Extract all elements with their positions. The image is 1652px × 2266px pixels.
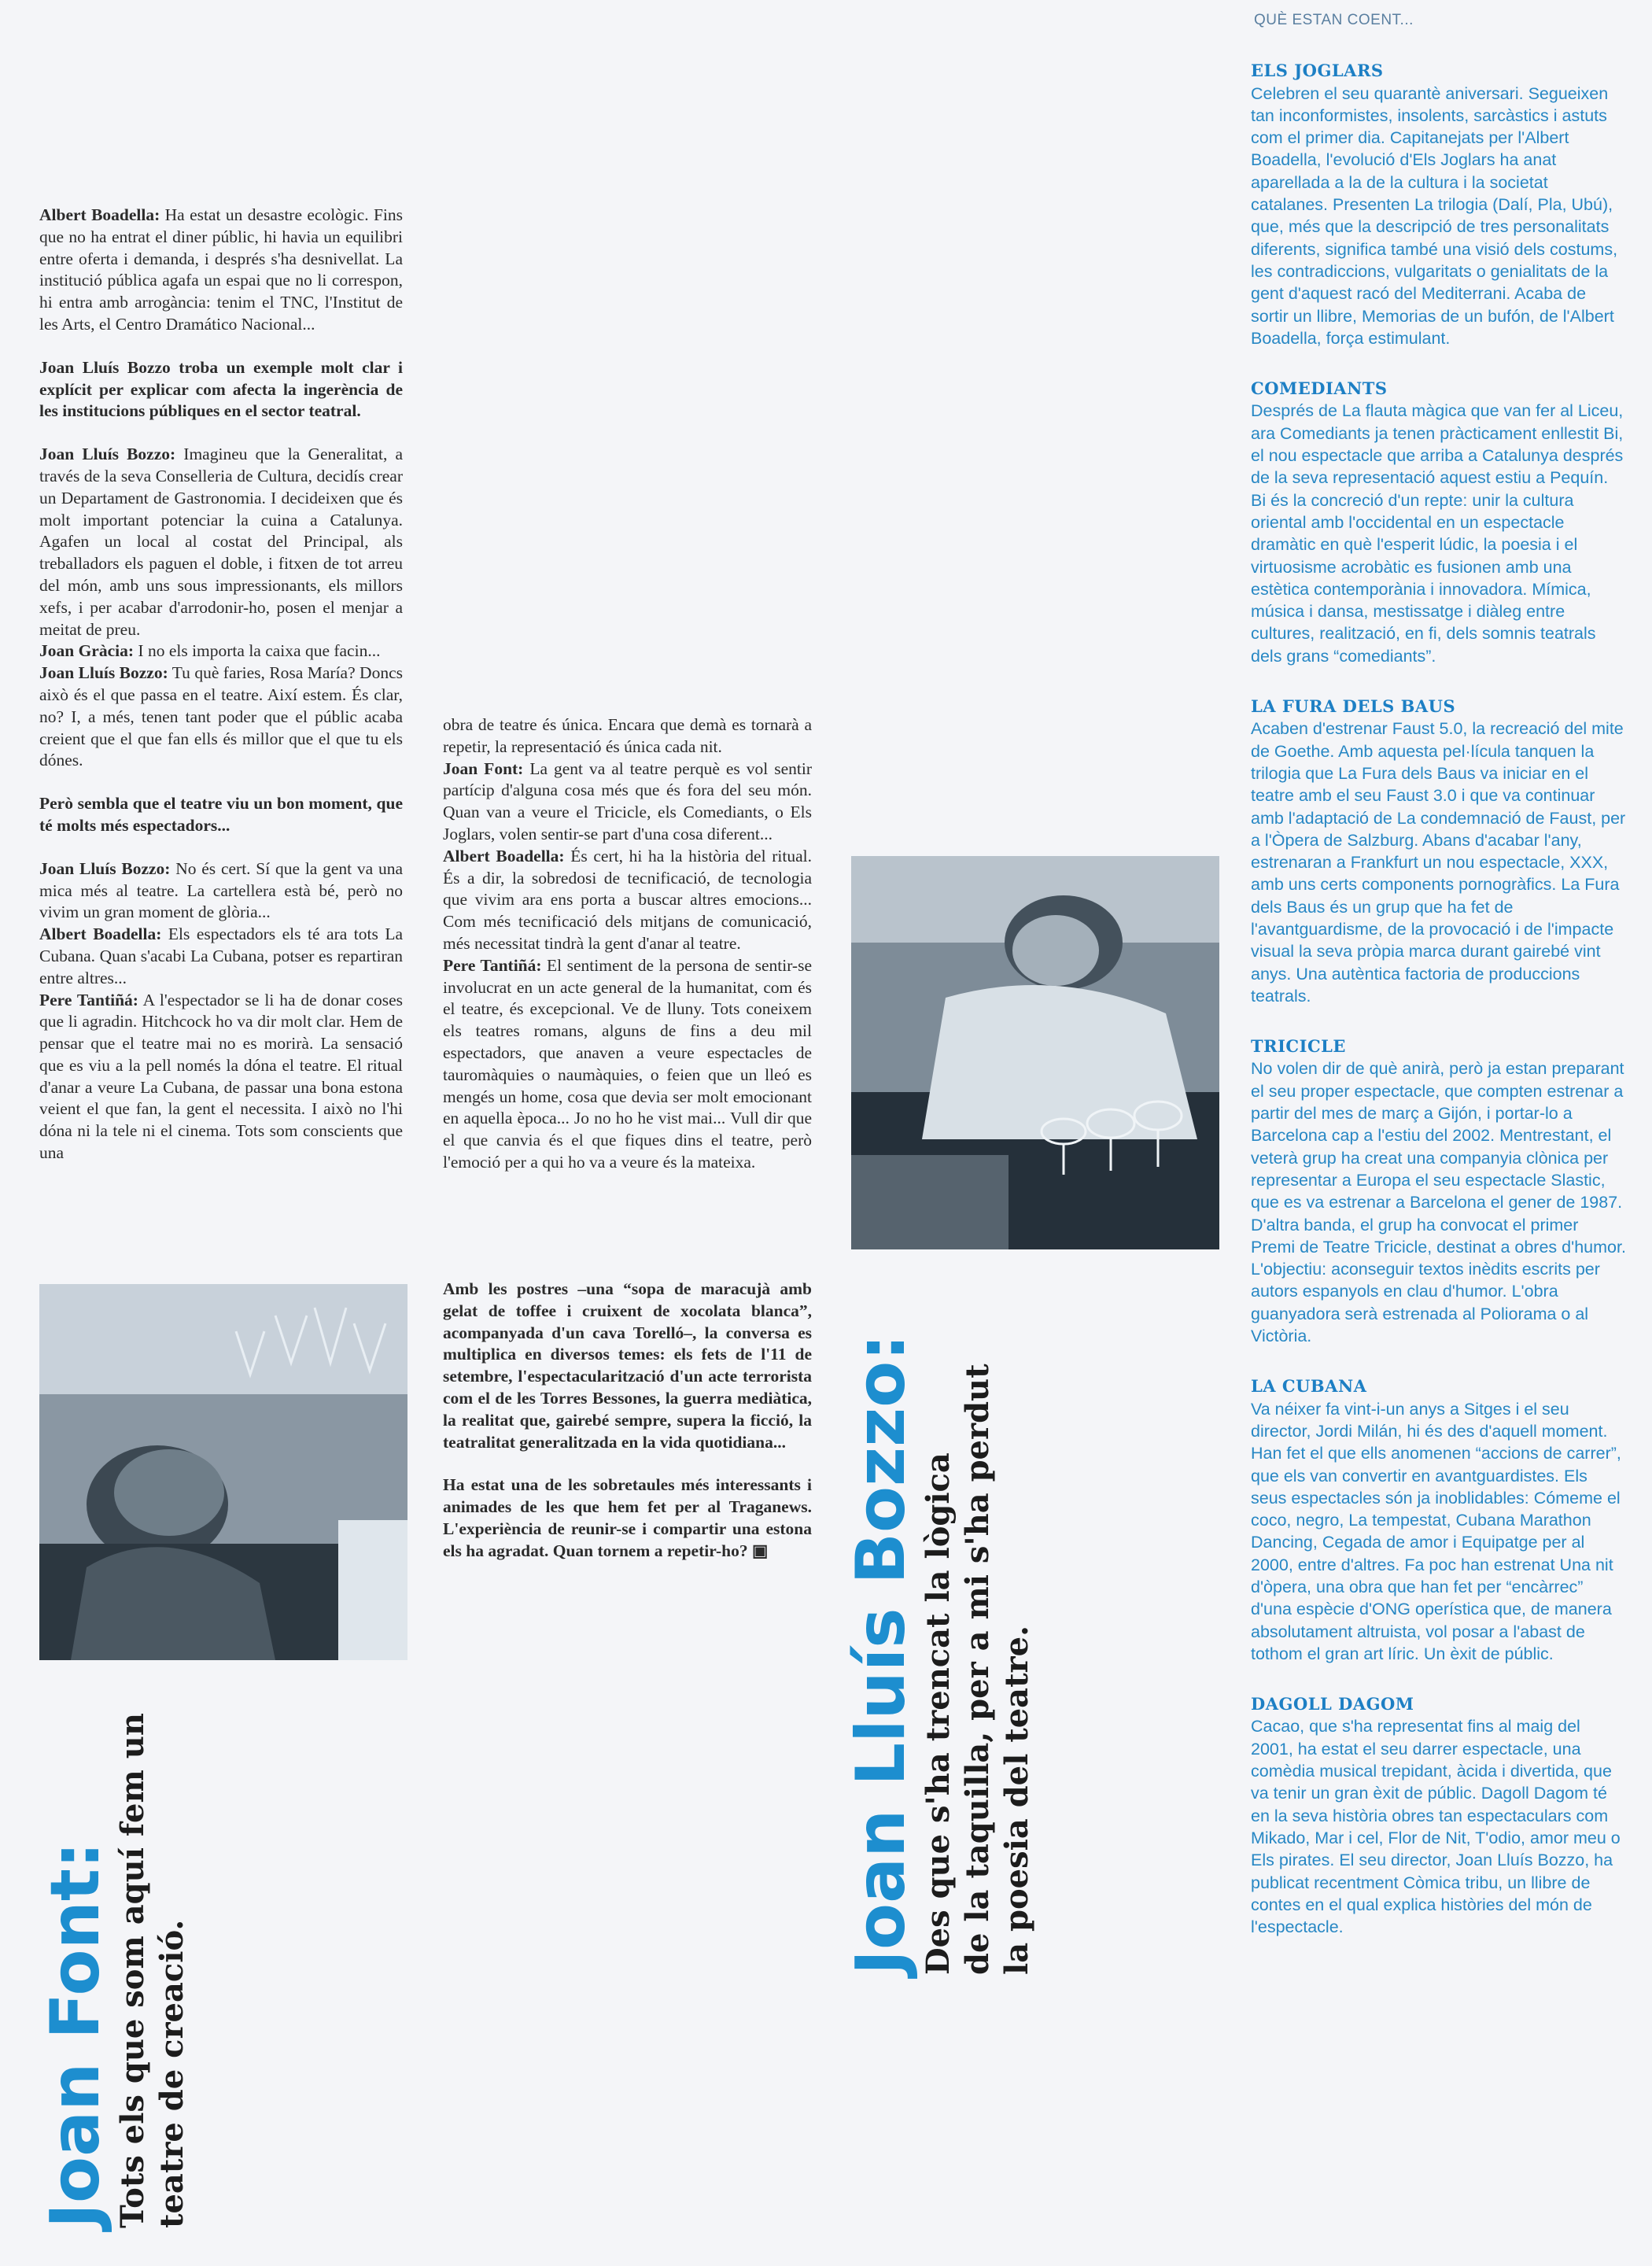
interview-column-3	[443, 1279, 812, 1563]
speaker-name: Joan Font:	[443, 758, 524, 778]
speaker-name: Albert Boadella:	[39, 205, 160, 224]
speech-paragraph	[443, 758, 812, 846]
interview-column-2	[443, 714, 812, 1174]
sidebar-group-text: Cacao, que s'ha representat fins al maig del 2001, ha estat el seu darrer espectacle, una comèdia musical trepidant, àcida i divertida, que va tenir un gran èxit de públic. Dagoll Dagom té en la seva història obres tan espectaculars com Mikado, Mar i cel, Flor de Nit, T'odio, amor meu o Els pirates. El seu director, Joan Lluís Bozzo, ha publicat recentment Còmica tribu, un llibre de contes en el qual explica històries del món de l'espectacle.	[1251, 1717, 1621, 1937]
pullquote-line: Des que s'ha trencat la lògica	[920, 1452, 957, 1975]
lead-paragraph: Però sembla que el teatre viu un bon moment, que té molts més espectadors...	[39, 794, 403, 835]
speech-paragraph	[443, 714, 812, 758]
speech-paragraph	[39, 990, 403, 1164]
speech-text: A l'espectador se li ha de donar coses que li agradin. Hitchcock ho va dir molt clar. Hem de pensar que el teatre mai no es morirà. La sensació que es viu a la pell només la dóna el teatre. El ritual d'anar a veure La Cubana, de passar una bona estona veient el que fan, la gent el necessita. I això no l'hi dóna ni la tele ni el cinema. Tots som conscients que una	[39, 990, 403, 1163]
speaker-name: Albert Boadella:	[443, 846, 565, 865]
sidebar-group	[1251, 1375, 1627, 1665]
speech-text: És cert, hi ha la història del ritual. És a dir, la sobredosi de tecnificació, de tecnologia que vivim ara ens porta a buscar altres emocions... Com més tecnificació dels mitjans de comunicació, més necessitat tindrà la gent d'anar al teatre.	[443, 846, 812, 953]
sidebar-group-text: Va néixer fa vint-i-un anys a Sitges i el seu director, Jordi Milán, hi és des d'aquell moment. Han fet el que ells anomenen “accions de carrer”, que els van convertir en avantguardistes. Els seus espectacles són ja inoblidables: Cómeme el coco, negro, La tempestat, Cubana Marathon Dancing, Cegada de amor i Equipatge per al 2000, entre d'altres. Fa poc han estrenat Una nit d'òpera, una obra que han fet per “encàrrec” d'una espècie d'ONG operística que, de manera absolutament altruista, vol posar a l'abast de tothom el gran art líric. Un èxit de públic.	[1251, 1399, 1621, 1663]
photo-joan-lluis-bozzo	[851, 856, 1219, 1249]
pullquote-line: la poesia del teatre.	[998, 1625, 1035, 1975]
speech-paragraph	[39, 858, 403, 924]
sidebar-group-text: No volen dir de què anirà, però ja estan preparant el seu proper espectacle, que compten estrenar a partir del mes de març a Gijón, i portar-lo a Barcelona cap a l'estiu del 2002. Mentrestant, el veterà grup ha creat una companyia clònica per representar a Europa el seu espectacle Slastic, que es va estrenar a Barcelona el gener de 1987. D'altra banda, el grup ha convocat el primer Premi de Teatre Tricicle, destinat a obres d'humor. L'objectiu: aconseguir textos inèdits escrits per autors espanyols en clau d'humor. L'obra guanyadora serà estrenada al Poliorama o al Victòria.	[1251, 1059, 1626, 1346]
sidebar-group	[1251, 696, 1627, 1007]
speech-paragraph	[443, 846, 812, 955]
sidebar-group-title: LA CUBANA	[1251, 1376, 1367, 1397]
interview-column-1	[39, 205, 403, 1164]
speech-text: I no els importa la caixa que facin...	[134, 641, 381, 661]
sidebar-que-estan-coent	[1251, 0, 1627, 1938]
sidebar-header: QUÈ ESTAN COENT...	[1254, 12, 1414, 28]
sidebar-group	[1251, 1693, 1627, 1938]
photo-joan-font	[39, 1284, 407, 1660]
sidebar-group-title: COMEDIANTS	[1251, 378, 1388, 399]
speech-paragraph	[39, 640, 403, 662]
speech-text: Ha estat un desastre ecològic. Fins que no ha entrat el diner públic, hi havia un equilibri entre oferta i demanda, i després s'ha desnivellat. La institució pública agafa un espai que no li correspon, hi entra amb arrogància: tenim el TNC, l'Institut de les Arts, el Centro Dramático Nacional...	[39, 205, 403, 334]
sidebar-group-text: Celebren el seu quarantè aniversari. Segueixen tan inconformistes, insolents, sarcàstics i astuts com el primer dia. Capitanejats per l'Albert Boadella, l'evolució d'Els Joglars ha anat aparellada a la de la cultura i la societat catalanes. Presenten La trilogia (Dalí, Pla, Ubú), que, més que la descripció de tres personalitats diferents, significa també una visió dels costums, les contradiccions, vulgaritats o genialitats de la gent d'aquest racó del Mediterrani. Acaba de sortir un llibre, Memorias de un bufón, de l'Albert Boadella, força estimulant.	[1251, 83, 1618, 348]
lead-paragraph: Amb les postres –una “sopa de maracujà amb gelat de toffee i cruixent de xocolata blanca”, acompanyada d'un cava Torelló–, la conversa es multiplica en diversos temes: els fets de l'11 de setembre, l'espectacularització d'un acte terrorista com el de les Torres Bessones, la guerra mediàtica, la realitat que, gairebé sempre, supera la ficció, la teatralitat generalitzada en la vida quotidiana...	[443, 1279, 812, 1452]
pullquote-name: Joan Lluís Bozzo:	[842, 1334, 920, 1975]
speech-text: Tu què faries, Rosa María? Doncs això és el que passa en el teatre. Així estem. És clar, no? I, a més, tenen tant poder que el públic acaba creient que el que fan ells és millor que el que tu els dónes.	[39, 663, 403, 770]
speaker-name: Pere Tantiñá:	[39, 990, 138, 1009]
speech-text: El sentiment de la persona de sentir-se involucrat en un acte general de la humanitat, com és el teatre, és excepcional. Ve de lluny. Tots coneixem els teatres romans, alguns de fins a deu mil espectadors, que anaven a veure espectacles de tauromàquies o naumàquies, o feien que un lleó es mengés un home, cosa que devia ser molt emocionant en aquella època... Jo no ho he vist mai... Vull dir que el que canvia és el que fiques dins el teatre, però l'emoció per a qui ho va a veure és la mateixa.	[443, 955, 812, 1172]
sidebar-group-title: TRICICLE	[1251, 1036, 1346, 1057]
speech-text: No és cert. Sí que la gent va una mica més al teatre. La cartellera està bé, però no vivim un gran moment de glòria...	[39, 858, 404, 922]
speech-text: Imagineu que la Generalitat, a través de la seva Conselleria de Cultura, decidís crear un Departament de Gastronomia. I decideixen que és molt important potenciar la cuina a Catalunya. Agafen un local al costat del Principal, als treballadors els paguen el doble, i fitxen de tot arreu del món, amb uns sous impressionants, els millors xefs, i per acabar d'arrodonir-ho, posen el menjar a meitat de preu.	[39, 445, 403, 639]
pullquote-line: de la taquilla, per a mi s'ha perdut	[959, 1364, 996, 1975]
sidebar-group-title: DAGOLL DAGOM	[1251, 1694, 1414, 1714]
speech-paragraph	[39, 662, 403, 772]
lead-paragraph: Joan Lluís Bozzo troba un exemple molt clar i explícit per explicar com afecta la ingerència de les institucions públiques en el sector teatral.	[39, 357, 403, 421]
speaker-name: Joan Gràcia:	[39, 641, 135, 661]
sidebar-group	[1251, 1035, 1627, 1347]
speaker-name: Joan Lluís Bozzo:	[39, 445, 176, 464]
pullquote-name: Joan Font:	[36, 1841, 115, 2228]
sidebar-group	[1251, 60, 1627, 349]
speaker-name: Joan Lluís Bozzo:	[39, 663, 168, 683]
speech-text: La gent va al teatre perquè es vol sentir partícip d'alguna cosa més que és fora del seu món. Quan van a veure el Tricicle, els Comediants, o Els Joglars, volen sentir-se part d'una cosa diferent...	[443, 758, 812, 843]
pullquote-line: Tots els que som aquí fem un	[114, 1713, 151, 2228]
sidebar-group-text: Després de La flauta màgica que van fer al Liceu, ara Comediants ja tenen pràcticament enllestit Bi, el nou espectacle que arriba a Catalunya després de la seva representació aquest estiu a Pequín. Bi és la concreció d'un repte: unir la cultura oriental amb l'occidental en un espectacle dramàtic en què l'esperit lúdic, la poesia i el virtuosisme acrobàtic es fusionen amb una estètica contemporània i innovadora. Mímica, música i dansa, mestissatge i diàleg entre cultures, realització, en fi, dels somnis teatrals dels grans “comediants”.	[1251, 401, 1624, 666]
pullquote-line: teatre de creació.	[153, 1919, 190, 2228]
sidebar-group-title: LA FURA DELS BAUS	[1251, 696, 1456, 717]
pullquote-joan-lluis-bozzo	[843, 1334, 1037, 1975]
speaker-name: Pere Tantiñá:	[443, 955, 542, 975]
speech-paragraph	[39, 924, 403, 989]
speech-text: obra de teatre és única. Encara que demà es tornarà a repetir, la representació és única cada nit.	[443, 715, 812, 756]
speech-paragraph	[39, 205, 403, 336]
speech-paragraph	[443, 955, 812, 1174]
sidebar-group-text: Acaben d'estrenar Faust 5.0, la recreació del mite de Goethe. Amb aquesta pel·lícula tanquen la trilogia que La Fura dels Baus va iniciar en el teatre amb el seu Faust 3.0 i que va continuar amb l'adaptació de La condemnació de Faust, per a l'Òpera de Salzburg. Abans d'acabar l'any, estrenaran a Frankfurt un nou espectacle, XXX, amb uns certs components pornogràfics. La Fura dels Baus és un grup que ha fet de l'avantguardisme, de la provocació i de l'impacte visual la seva pròpia marca durant gairebé vint anys. Una autèntica factoria de produccions teatrals.	[1251, 719, 1626, 1006]
pullquote-joan-font	[38, 1713, 192, 2228]
sidebar-group	[1251, 378, 1627, 667]
speech-text: Els espectadors els té ara tots La Cubana. Quan s'acabi La Cubana, potser es repartiran entre altres...	[39, 924, 403, 987]
sidebar-group-title: ELS JOGLARS	[1251, 61, 1384, 81]
speech-paragraph	[39, 444, 403, 640]
lead-paragraph: Ha estat una de les sobretaules més interessants i animades de les que hem fet per al Traganews. L'experiència de reunir-se i compartir una estona els ha agradat. Quan tornem a repetir-ho? ▣	[443, 1475, 812, 1560]
speaker-name: Albert Boadella:	[39, 924, 162, 944]
speaker-name: Joan Lluís Bozzo:	[39, 858, 171, 878]
